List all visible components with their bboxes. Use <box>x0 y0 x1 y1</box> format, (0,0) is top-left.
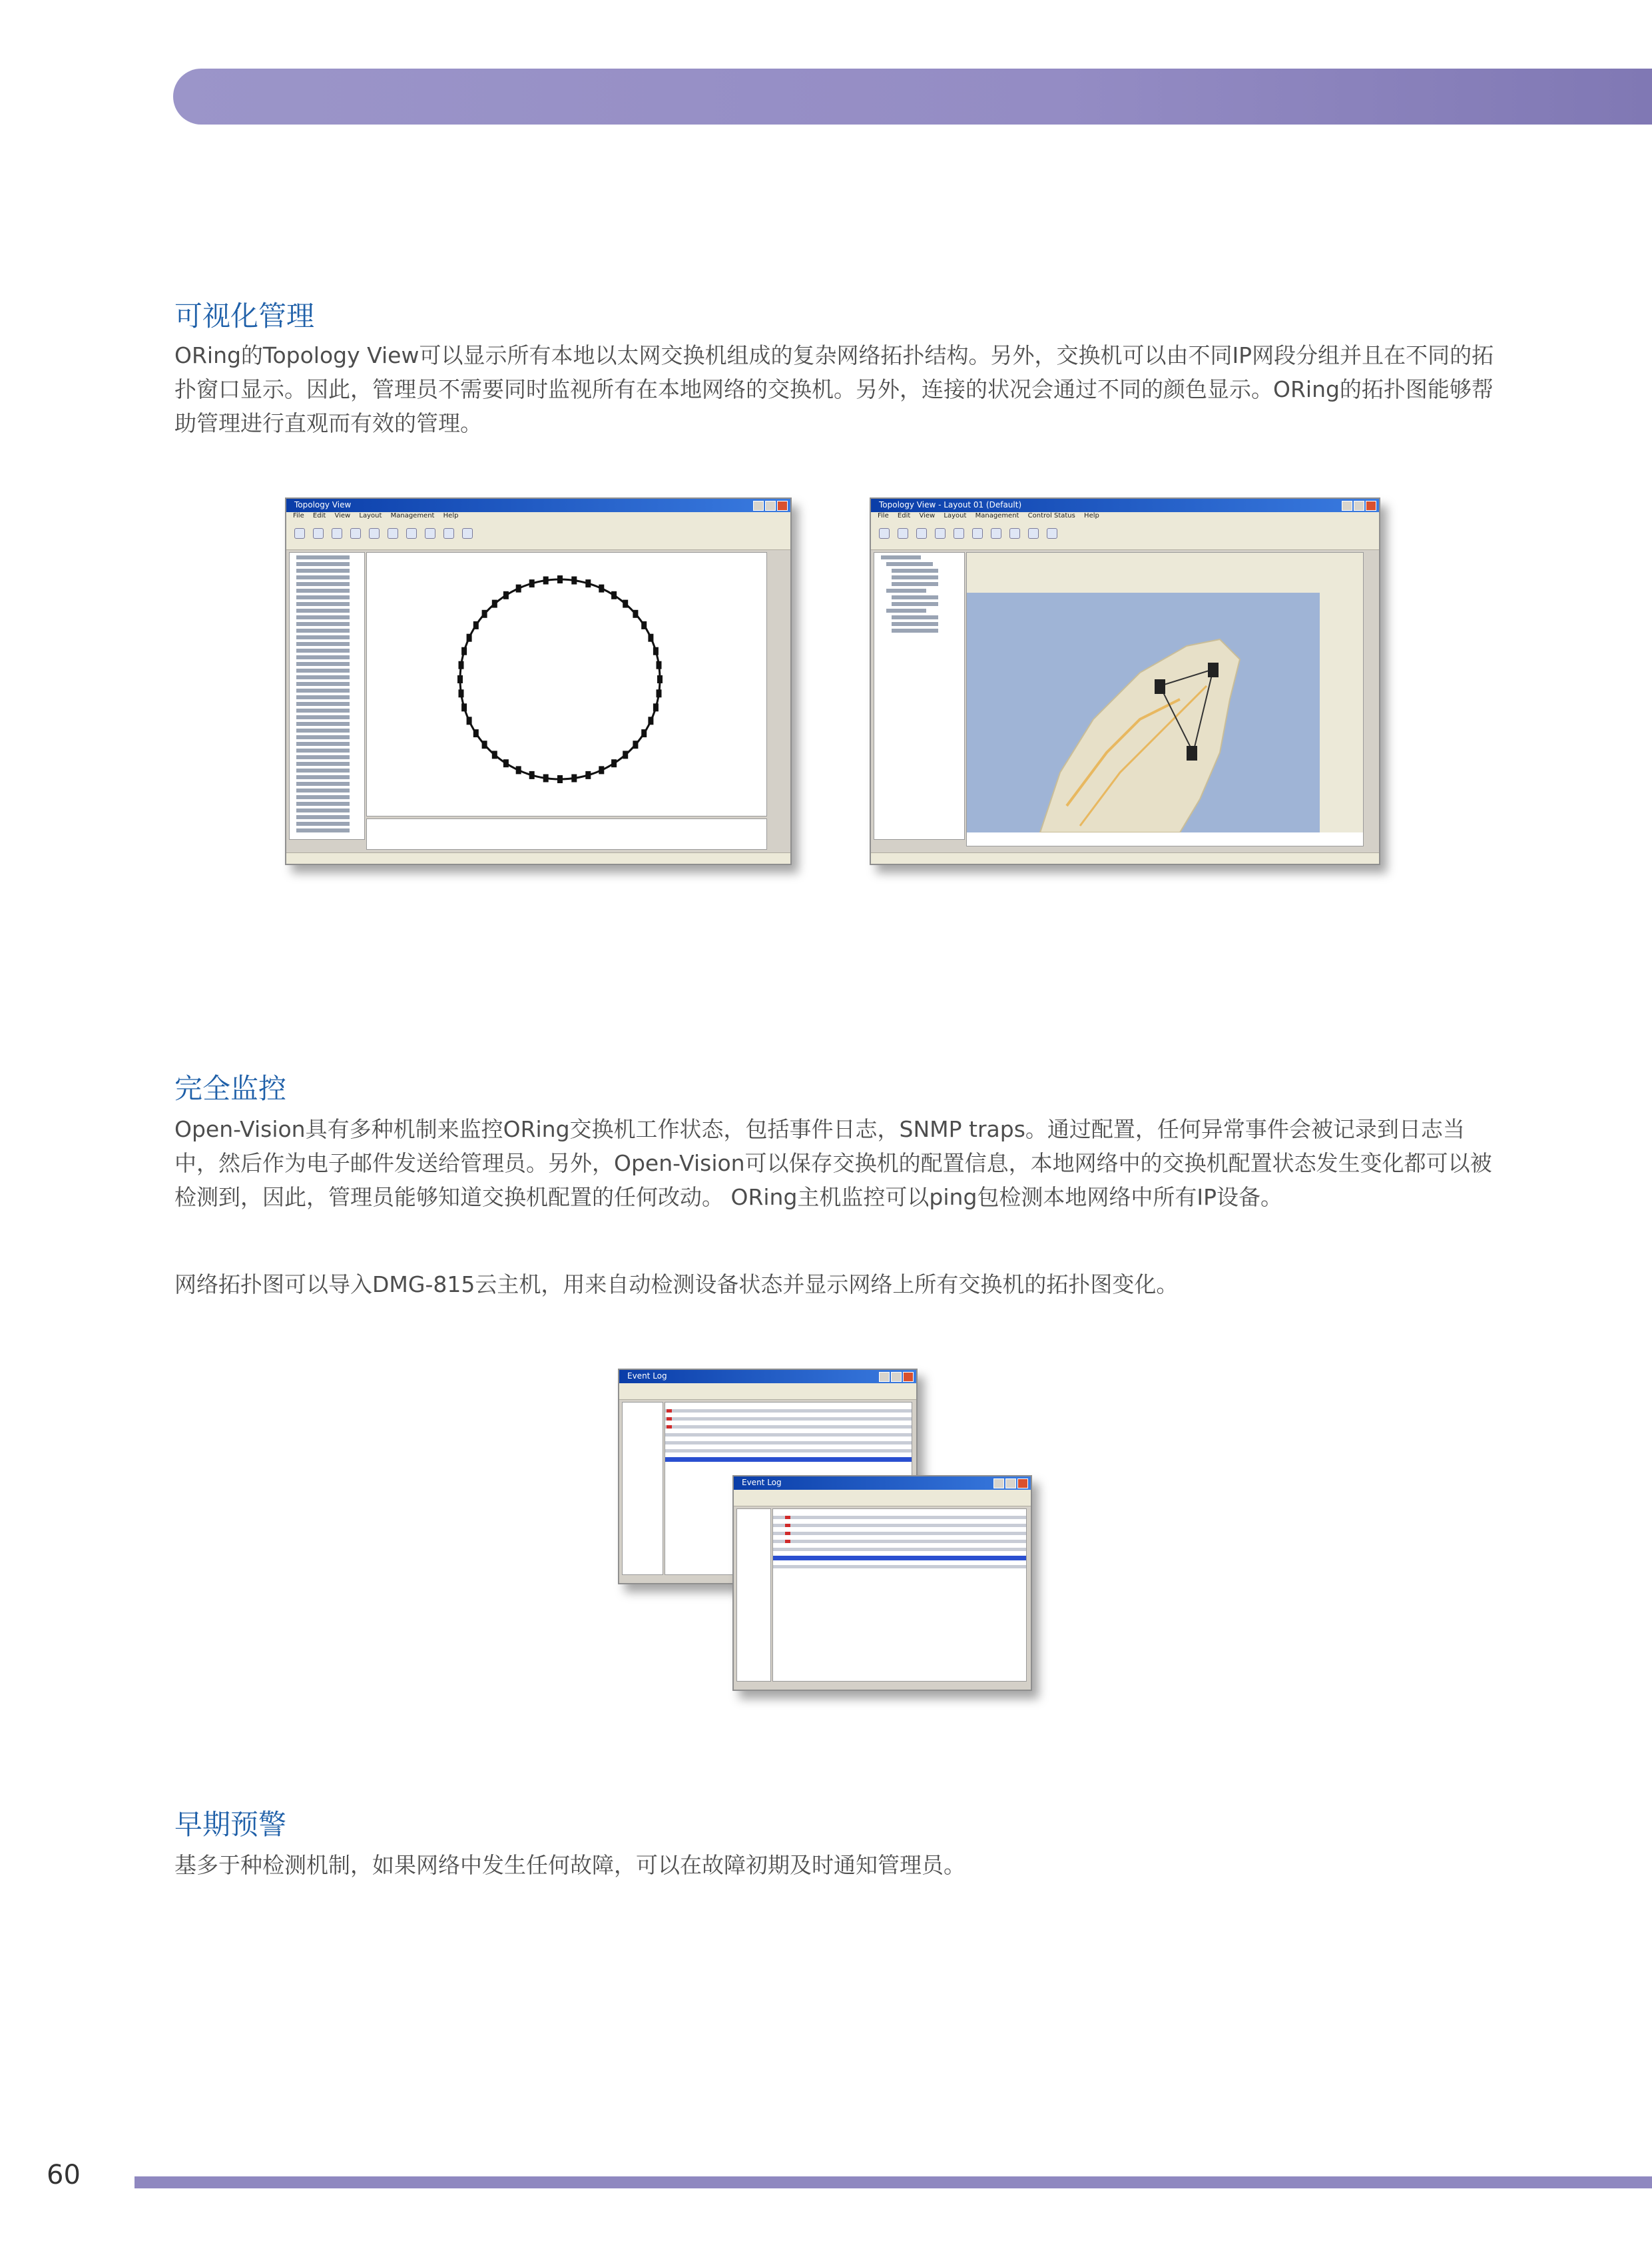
location-icon <box>388 528 398 539</box>
switch-node-icon <box>473 621 479 629</box>
switch-node-icon <box>482 741 487 749</box>
switch-node-icon <box>457 675 463 683</box>
switch-node-icon <box>641 621 647 629</box>
toolbar <box>734 1490 1031 1506</box>
switch-node-icon <box>467 717 472 725</box>
switch-node-icon <box>516 585 521 593</box>
clear-icon <box>406 528 417 539</box>
switch-node-icon <box>585 771 591 779</box>
toolbar <box>619 1383 916 1400</box>
status-bar <box>871 852 1379 864</box>
menu-item: Management <box>390 512 435 519</box>
section-full-monitoring-paragraph: Open-Vision具有多种机制来监控ORing交换机工作状态，包括事件日志，SNMP traps。通过配置，任何异常事件会被记录到日志当中，然后作为电子邮件发送给管理员。另外，Open-Vision可以保存交换机的配置信息，本地网络中的交换机配置状态发生变化都可以被检测到，因此，管理员能够知道交换机配置的任何改动。 ORing主机监控可以ping包检测本地网络中所有IP设备。 <box>174 1116 1492 1210</box>
switch-node-icon <box>516 766 521 774</box>
switch-node-icon <box>459 661 464 669</box>
maximize-icon <box>765 501 776 511</box>
menu-bar <box>286 512 790 523</box>
menu-item: Layout <box>944 512 967 519</box>
menu-item: Help <box>1084 512 1099 519</box>
ring-topology-diagram <box>367 553 766 816</box>
menu-item: Control Status <box>1027 512 1075 519</box>
status-bar <box>286 852 790 864</box>
switch-node-icon <box>648 634 653 642</box>
switch-node-icon <box>461 703 467 711</box>
menu-item: Management <box>975 512 1019 519</box>
section-visual-management-paragraph: ORing的Topology View可以显示所有本地以太网交换机组成的复杂网络拓扑结构。另外，交换机可以由不同IP网段分组并且在不同的拓扑窗口显示。因此，管理员不需要同时监视所有在本地网络的交换机。另外，连接的状况会通过不同的颜色显示。ORing的拓扑图能够帮助管理进行直观而有效的管理。 <box>174 342 1494 436</box>
taiwan-map <box>967 553 1363 846</box>
log-panel <box>366 818 767 850</box>
section-title-early-warning: 早期预警 <box>174 1808 287 1841</box>
discovery-icon <box>879 528 890 539</box>
switch-node-icon <box>571 775 577 783</box>
switch-node-icon <box>653 647 659 655</box>
hand-icon <box>462 528 473 539</box>
close-icon <box>903 1372 914 1382</box>
switch-node-icon <box>657 689 662 697</box>
switch-node-icon <box>599 766 604 774</box>
section-title-visual-management: 可视化管理 <box>174 300 315 332</box>
select-icon <box>1028 528 1039 539</box>
switch-node-icon <box>529 771 535 779</box>
switch-node-icon <box>657 675 663 683</box>
window-titlebar <box>871 499 1379 512</box>
discovery-icon <box>294 528 305 539</box>
section-full-monitoring-paragraph-2: 网络拓扑图可以导入DMG-815云主机，用来自动检测设备状态并显示网络上所有交换机的拓扑图变化。 <box>174 1271 1179 1297</box>
maximize-icon <box>1354 501 1364 511</box>
switch-node-icon <box>492 600 497 608</box>
window-title: Event Log <box>627 1371 667 1381</box>
topology-canvas <box>366 552 767 816</box>
menu-item: Help <box>443 512 459 519</box>
device-tree <box>622 1402 663 1575</box>
switch-node-icon <box>657 661 662 669</box>
switch-node-icon <box>648 717 653 725</box>
switch-node-icon <box>503 591 509 599</box>
event-table <box>772 1508 1027 1682</box>
switch-node-icon <box>492 751 497 759</box>
switch-node-icon <box>459 689 464 697</box>
zoom-out-icon <box>935 528 946 539</box>
section-early-warning-paragraph: 基多于种检测机制，如果网络中发生任何故障，可以在故障初期及时通知管理员。 <box>174 1852 965 1878</box>
menu-item: View <box>919 512 936 519</box>
device-tree <box>736 1508 771 1682</box>
location-icon <box>972 528 983 539</box>
switch-node-icon <box>557 775 563 783</box>
menu-item: Edit <box>312 512 326 519</box>
switch-node-icon <box>611 759 617 767</box>
toolbar <box>286 523 790 550</box>
switch-node-icon <box>633 610 638 618</box>
switch-node-icon <box>653 703 659 711</box>
window-titlebar <box>286 499 790 512</box>
toolbar <box>871 523 1379 550</box>
window-title: Topology View - Layout 01 (Default) <box>879 500 1022 509</box>
window-titlebar <box>619 1370 916 1383</box>
window-titlebar <box>734 1476 1031 1490</box>
switch-node-icon <box>529 579 535 587</box>
switch-node-icon <box>543 775 549 783</box>
switch-node-icon <box>623 600 628 608</box>
refresh-icon <box>313 528 324 539</box>
zoom-out-icon <box>350 528 361 539</box>
edit-icon <box>1009 528 1020 539</box>
maximize-icon <box>1005 1478 1016 1488</box>
switch-node-icon <box>503 759 509 767</box>
zoom-in-icon <box>332 528 342 539</box>
switch-node-icon <box>599 585 604 593</box>
minimize-icon <box>879 1372 890 1382</box>
menu-item: File <box>878 512 889 519</box>
close-icon <box>1017 1478 1028 1488</box>
switch-node-icon <box>543 577 549 585</box>
refresh-icon <box>898 528 908 539</box>
layout-icon <box>954 528 964 539</box>
layout-icon <box>369 528 380 539</box>
clear-icon <box>991 528 1001 539</box>
menu-item: File <box>293 512 304 519</box>
switch-node-icon <box>482 610 487 618</box>
menu-item: View <box>334 512 351 519</box>
zoom-in-icon <box>916 528 927 539</box>
switch-node-icon <box>557 575 563 583</box>
close-icon <box>1366 501 1376 511</box>
page-number: 60 <box>47 2160 81 2190</box>
window-title: Topology View <box>294 500 352 509</box>
header-bar <box>173 69 1652 125</box>
map-panel <box>966 552 1364 846</box>
maximize-icon <box>891 1372 902 1382</box>
menu-bar <box>871 512 1379 523</box>
switch-node-icon <box>641 729 647 737</box>
switch-node-icon <box>461 647 467 655</box>
switch-node-icon <box>611 591 617 599</box>
section-title-full-monitoring: 完全监控 <box>174 1072 287 1105</box>
switch-node-icon <box>623 751 628 759</box>
minimize-icon <box>753 501 764 511</box>
event-log-screenshot-front <box>732 1475 1032 1691</box>
window-title: Event Log <box>742 1478 782 1487</box>
switch-node-icon <box>571 577 577 585</box>
menu-item: Layout <box>359 512 382 519</box>
device-tree <box>289 552 365 840</box>
menu-item: Edit <box>897 512 911 519</box>
switch-node-icon <box>473 729 479 737</box>
minimize-icon <box>993 1478 1004 1488</box>
hand-icon <box>1047 528 1057 539</box>
switch-node-icon <box>585 579 591 587</box>
minimize-icon <box>1342 501 1352 511</box>
device-tree <box>874 552 965 840</box>
topology-view-screenshot <box>285 497 792 865</box>
switch-node-icon <box>633 741 638 749</box>
edit-icon <box>425 528 435 539</box>
switch-node-icon <box>467 634 472 642</box>
map-view-screenshot <box>870 497 1380 865</box>
select-icon <box>443 528 454 539</box>
footer-bar <box>135 2176 1652 2188</box>
close-icon <box>777 501 788 511</box>
